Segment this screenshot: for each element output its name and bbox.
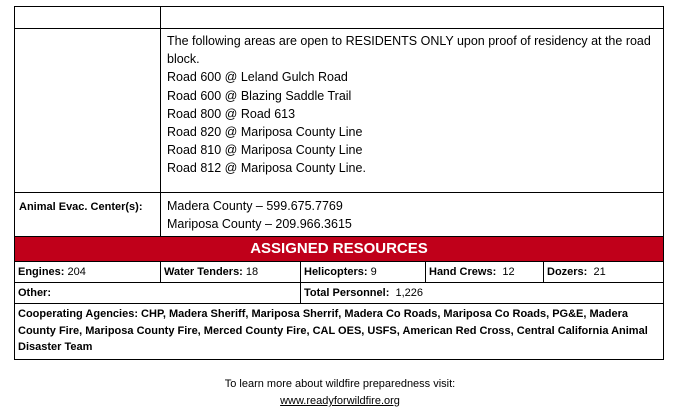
- engines-label: Engines:: [18, 266, 65, 278]
- areas-row: [14, 29, 664, 193]
- readyforwildfire-link[interactable]: www.readyforwildfire.org: [280, 395, 400, 407]
- empty-row: [14, 6, 664, 29]
- total-personnel-cell: [301, 283, 663, 303]
- other-row: [14, 283, 664, 304]
- road-item: Road 820 @ Mariposa County Line: [167, 125, 363, 140]
- total-personnel-value: 1,226: [395, 287, 424, 299]
- cooperating-agencies: Cooperating Agencies: CHP, Madera Sheriff, Mariposa Sherrif, Madera Co Roads, Mariposa Co Roads, PG&E, Madera County Fire, Mariposa County Fire, Merced County Fire, CAL OES, USFS, American Red Cross, Central California Animal Disaster Team: [18, 308, 648, 353]
- engines-cell: [15, 262, 161, 282]
- hand-crews-label: Hand Crews:: [429, 266, 497, 278]
- other-label: Other:: [18, 287, 51, 299]
- areas-value-cell: [161, 29, 663, 192]
- road-item: Road 600 @ Leland Gulch Road: [167, 70, 348, 85]
- footer-text: To learn more about wildfire preparedness visit:: [224, 378, 456, 390]
- empty-label-cell: [15, 7, 161, 28]
- hand-crews-value: 12: [502, 266, 515, 278]
- total-personnel-label: Total Personnel:: [304, 287, 390, 299]
- cooperating-row: [14, 304, 664, 360]
- helicopters-value: 9: [370, 266, 377, 278]
- dozers-value: 21: [593, 266, 606, 278]
- road-item: Road 800 @ Road 613: [167, 106, 296, 121]
- animal-evac-label: Animal Evac. Center(s):: [15, 193, 161, 236]
- footer-link-wrap: [0, 395, 680, 407]
- road-item: Road 810 @ Mariposa County Line: [167, 143, 363, 158]
- incident-table: [14, 6, 664, 360]
- animal-evac-value: [161, 193, 663, 236]
- water-tenders-value: 18: [245, 266, 259, 278]
- other-cell: [15, 283, 301, 303]
- areas-intro: The following areas are open to RESIDENTS ONLY upon proof of residency at the road block.: [167, 34, 651, 67]
- water-tenders-label: Water Tenders:: [164, 266, 243, 278]
- dozers-cell: [544, 262, 663, 282]
- road-item: Road 600 @ Blazing Saddle Trail: [167, 88, 352, 103]
- animal-evac-line: Madera County – 599.675.7769: [167, 199, 343, 213]
- empty-value-cell: [161, 7, 663, 28]
- hand-crews-cell: [426, 262, 544, 282]
- assigned-resources-title: ASSIGNED RESOURCES: [250, 240, 428, 257]
- road-item: Road 812 @ Mariposa County Line.: [167, 161, 366, 176]
- animal-evac-line: Mariposa County – 209.966.3615: [167, 217, 352, 232]
- assigned-resources-banner: [14, 237, 664, 262]
- helicopters-label: Helicopters:: [304, 266, 368, 278]
- water-tenders-cell: [161, 262, 301, 282]
- helicopters-cell: [301, 262, 426, 282]
- dozers-label: Dozers:: [547, 266, 588, 278]
- animal-evac-row: [14, 193, 664, 237]
- resources-row: [14, 262, 664, 283]
- engines-value: 204: [67, 266, 86, 278]
- areas-label-cell: [15, 29, 161, 192]
